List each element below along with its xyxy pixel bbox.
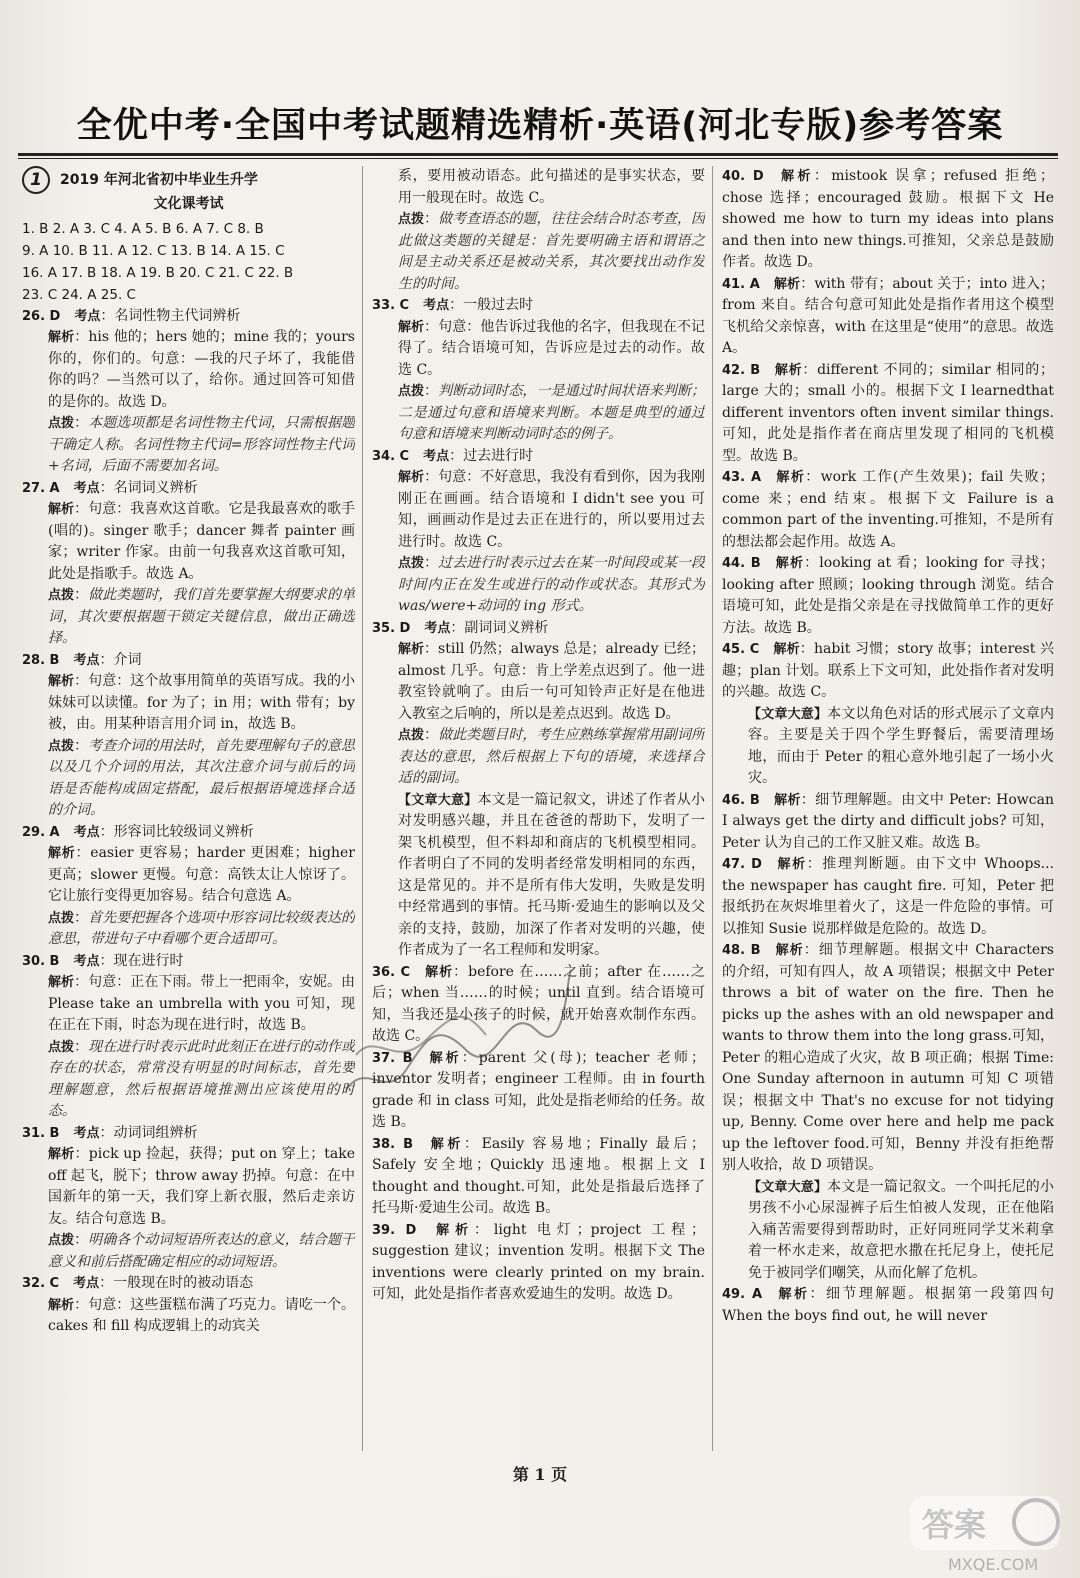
question-number: 48. B	[722, 943, 761, 958]
item-text: work 工作(产生效果)；fail 失败；come 来；end 结束。根据下文 Failure is a common part of the inventing.可推知，不是所有的想法都会起作用。故选 A。	[722, 469, 1054, 550]
item-label: 解析	[48, 674, 75, 689]
question-number: 34. C	[372, 448, 410, 464]
question-number: 43. A	[722, 470, 762, 485]
item-label: 解析	[773, 792, 801, 808]
item-text: 句意：这些蛋糕布满了巧克力。请吃一个。cakes 和 fill 构成逻辑上的动宾关	[48, 1296, 355, 1334]
page-title: 全优中考·全国中考试题精选精析·英语(河北专版)参考答案	[76, 106, 1004, 146]
title-rule-thin	[18, 158, 1058, 159]
answer-explanation-paragraph: 解析：easier 更容易；harder 更困难；higher 更高；slower 更慢。句意：高铁太让人惊讶了。它让旅行变得更加容易。结合句意选 A。	[48, 845, 355, 904]
column-2-items	[372, 166, 705, 1306]
item-label: 点拨	[48, 416, 75, 431]
answer-explanation-paragraph: 38. B 解析：Easily 容易地；Finally 最后；Safely 安全地；Quickly 迅速地。根据上文 I thought and thought.可知，此处是指最后选择了托马斯·爱迪生公司。故选 B。	[372, 1135, 705, 1216]
item-label: 解析	[773, 642, 800, 657]
item-label: 解析	[48, 330, 75, 345]
item-text: 过去进行时表示过去在某一时间段或某一段时间内正在发生或进行的动作或状态。其形式为 was/were+动词的 ing 形式。	[398, 555, 705, 614]
item-label: 解析	[776, 1287, 810, 1302]
item-text: 本题选项都是名词性物主代词，只需根据题干确定人称。名词性物主代词=形容词性物主代词+名词，后面不需要加名词。	[48, 415, 355, 474]
item-label: 点拨	[398, 212, 425, 227]
item-text: 副词词义辨析	[464, 619, 549, 636]
item-label: 点拨	[48, 588, 75, 603]
item-text: 句意：不好意思，我没有看到你，因为我刚刚正在画画。结合语境和 I didn't see you 可知，画画动作是过去正在进行的，所以要用过去进行时。故选 C。	[398, 469, 705, 550]
item-label: 考点	[73, 480, 100, 496]
question-number: 29. A	[22, 824, 60, 840]
item-label: 解析	[48, 502, 75, 517]
item-label: 考点	[73, 1276, 100, 1291]
answer-explanation-paragraph: 解析：句意：这些蛋糕布满了巧克力。请吃一个。cakes 和 fill 构成逻辑上的动宾关	[48, 1296, 355, 1334]
item-label: 解析	[774, 362, 803, 378]
answer-explanation-paragraph: 34. C 考点：过去进行时	[372, 447, 534, 464]
item-label: 解析	[424, 964, 454, 980]
item-label: 解析	[774, 556, 805, 571]
item-text: 句意：他告诉过我他的名字，但我现在不记得了。结合语境可知，告诉应是过去的动作。故选 C。	[398, 318, 705, 378]
item-text: 句意：我喜欢这首歌。它是我最喜欢的歌手(唱的)。singer 歌手；dancer 舞者 painter 画家；writer 作家。由前一句我喜欢这首歌可知，此处是指歌手。故选 A。	[48, 501, 355, 582]
section-header	[22, 166, 355, 194]
answer-explanation-paragraph: 39. D 解析：light 电灯；project 工程；suggestion 建议；invention 发明。根据下文 The inventions were clearly printed on my brain. 可知，此处是指作者喜欢爱迪生的发明。故选 D。	[372, 1221, 705, 1302]
item-text: Easily 容易地；Finally 最后；Safely 安全地；Quickly 迅速地。根据上文 I thought and thought.可知，此处是指最后选择了托马斯·爱迪生公司。故选 B。	[372, 1135, 705, 1216]
item-text: habit 习惯；story 故事；interest 兴趣；plan 计划。联系上下文可知，此处指作者对发明的兴趣。故选 C。	[722, 641, 1054, 700]
answer-key-row: 9. A 10. B 11. A 12. C 13. B 14. A 15. C	[22, 242, 285, 259]
answer-explanation-paragraph: 47. D 解析：推理判断题。由下文中 Whoops... the newspaper has caught fire. 可知，Peter 把报纸扔在灰烬堆里着火了，这是一件危险的事情。可以推知 Susie 说那样做是危险的。故选 D。	[722, 856, 1054, 937]
item-text: 现在进行时表示此时此刻正在进行的动作或存在的状态，常常没有明显的时间标志，首先要理解题意，然后根据语境推测出应该使用的时态。	[48, 1038, 355, 1119]
section-subtitle: 文化课考试	[153, 196, 224, 212]
answer-explanation-paragraph: 点拨：现在进行时表示此时此刻正在进行的动作或存在的状态，常常没有明显的时间标志，首先要理解题意，然后根据语境推测出应该使用的时态。	[48, 1038, 355, 1119]
item-label: 解析	[430, 1222, 474, 1238]
item-text: easier 更容易；harder 更困难；higher 更高；slower 更慢。句意：高铁太让人惊讶了。它让旅行变得更加容易。结合句意选 A。	[48, 845, 355, 904]
answer-explanation-paragraph: 解析：句意：不好意思，我没有看到你，因为我刚刚正在画画。结合语境和 I didn't see you 可知，画画动作是过去正在进行的，所以要用过去进行时。故选 C。	[398, 469, 705, 550]
item-text: with 带有；about 关于；into 进入；from 来自。结合句意可知此处是指作者用这个模型飞机给父亲惊喜，with 在这里是“使用”的意思。故选 A。	[722, 275, 1054, 356]
question-number: 39. D	[372, 1222, 417, 1238]
item-text: 推理判断题。由下文中 Whoops... the newspaper has caught fire. 可知，Peter 把报纸扔在灰烬堆里着火了，这是一件危险的事情。可以推知 Susie 说那样做是危险的。故选 D。	[722, 856, 1054, 937]
answer-explanation-paragraph	[372, 166, 705, 209]
answer-explanation-paragraph: 29. A 考点：形容词比较级词义辨析	[22, 823, 254, 840]
pen-scribble-mark	[336, 960, 576, 1110]
question-number: 44. B	[722, 556, 761, 571]
item-text: 本文以角色对话的形式展示了文章内容。主要是关于四个学生野餐后，需要清理场地，而由于 Peter 的粗心意外地引起了一场小火灾。	[748, 705, 1054, 786]
item-label: 解析	[398, 319, 425, 335]
item-label: 点拨	[48, 910, 75, 926]
section-title: 2019 年河北省初中毕业生升学	[60, 172, 258, 188]
item-text: 系，要用被动语态。此句描述的是事实状态，要用一般现在时。故选 C。	[398, 168, 705, 206]
item-label: 解析	[48, 846, 76, 861]
item-text: 名词性物主代词辨析	[114, 307, 241, 324]
item-text: light 电灯；project 工程；suggestion 建议；invention 发明。根据下文 The inventions were clearly printed on my brain. 可知，此处是指作者喜欢爱迪生的发明。故选 D。	[372, 1221, 705, 1302]
section-number-badge: 1	[22, 166, 50, 194]
answer-explanation-paragraph: 30. B 考点：现在进行时	[22, 952, 184, 969]
item-text: 做此类题目时，考生应熟练掌握常用副词所表达的意思，然后根据上下句的语境，来选择合适的副词。	[398, 727, 705, 786]
answer-explanation-paragraph: 解析：句意：正在下雨。带上一把雨伞，安妮。由 Please take an umbrella with you 可知，现在正在下雨，时态为现在进行时，故选 B。	[48, 974, 355, 1033]
question-number: 49. A	[722, 1287, 763, 1302]
column-1-items	[22, 306, 355, 1338]
question-number: 33. C	[372, 298, 410, 313]
item-label: 【文章大意】	[748, 706, 828, 722]
item-label: 解析	[777, 169, 814, 184]
question-number: 40. D	[722, 169, 764, 184]
answer-explanation-paragraph: 45. C 解析：habit 习惯；story 故事；interest 兴趣；plan 计划。联系上下文可知，此处指作者对发明的兴趣。故选 C。	[722, 641, 1054, 700]
answer-explanation-paragraph: 35. D 考点：副词词义辨析	[372, 619, 549, 636]
answer-explanation-paragraph: 点拨：过去进行时表示过去在某一时间段或某一段时间内正在发生或进行的动作或状态。其形式为 was/were+动词的 ing 形式。	[398, 555, 705, 614]
answer-explanation-paragraph	[372, 790, 705, 962]
item-label: 点拨	[398, 556, 425, 571]
question-number: 46. B	[722, 792, 760, 808]
answer-explanation-paragraph: 48. B 解析：细节理解题。根据文中 Characters 的介绍，可知有四人，故 A 项错误；根据文中 Peter throws a bit of water on the fire. Then he picks up the ashes with an old newspaper and wants to throw them into the long grass.可知，Peter 的粗心造成了火灾，故 B 项正确；根据 Time: One Sunday afternoon in autumn 可知 C 项错误；根据文中 That's no excuse for not tidying up, Benny. Come over here and help me pack up the leftover food.可知，Benny 并没有拒绝帮别人收拾，故 D 项错误。	[722, 942, 1054, 1173]
item-text: 细节理解题。由文中 Peter: Howcan I always get the dirty and difficult jobs? 可知，Peter 认为自己的工作又脏又难。故选 B。	[722, 791, 1054, 851]
item-text: 明确各个动词短语所表达的意义，结合题干意义和前后搭配确定相应的动词短语。	[48, 1232, 355, 1270]
answer-explanation-paragraph: 27. A 考点：名词词义辨析	[22, 479, 198, 496]
question-number: 41. A	[722, 276, 760, 292]
answer-explanation-paragraph: 32. C 考点：一般现在时的被动语态	[22, 1275, 254, 1291]
answer-explanation-paragraph: 解析：his 他的；hers 她的；mine 我的；yours 你的，你们的。句意：—我的尺子坏了，我能借你的吗？—当然可以了，给你。通过回答可知借的是你的。故选 D。	[48, 329, 355, 410]
item-label: 解析	[773, 276, 801, 292]
item-label: 考点	[423, 448, 450, 464]
answer-explanation-paragraph: 28. B 考点：介词	[22, 651, 142, 668]
item-text: 形容词比较级词义辨析	[113, 823, 254, 840]
question-number: 37. B	[372, 1050, 413, 1066]
item-label: 解析	[426, 1050, 462, 1066]
item-text: 过去进行时	[463, 447, 534, 464]
question-number: 45. C	[722, 642, 760, 657]
question-number: 28. B	[22, 652, 60, 668]
item-label: 【文章大意】	[398, 792, 478, 808]
item-text: 动词词组辨析	[113, 1124, 198, 1141]
column-3-items	[722, 166, 1054, 1327]
column-2	[372, 166, 705, 1456]
item-label: 解析	[48, 1297, 75, 1313]
answer-explanation-paragraph: 41. A 解析：with 带有；about 关于；into 进入；from 来自。结合句意可知此处是指作者用这个模型飞机给父亲惊喜，with 在这里是“使用”的意思。故选 A。	[722, 275, 1054, 356]
question-number: 36. C	[372, 964, 411, 980]
item-label: 考点	[423, 298, 450, 313]
item-text: 细节理解题。根据第一段第四句 When the boys find out, he will never	[722, 1286, 1054, 1324]
answer-explanation-paragraph: 26. D 考点：名词性物主代词辨析	[22, 307, 241, 324]
item-text: 考查介词的用法时，首先要理解句子的意思以及几个介词的用法，其次注意介词与前后的词语是否能构成固定搭配，最后根据语境选择合适的介词。	[48, 737, 355, 818]
item-text: 句意：这个故事用简单的英语写成。我的小妹妹可以读懂。for 为了；in 用；with 带有；by 被，由。用某种语言用介词 in，故选 B。	[48, 673, 355, 732]
item-text: pick up 捡起，获得；put on 穿上；take off 起飞，脱下；throw away 扔掉。句意：在中国新年的第一天，我们穿上新衣服，然后走亲访友。结合句意选 B。	[48, 1146, 355, 1227]
answer-explanation-paragraph: 解析：句意：这个故事用简单的英语写成。我的小妹妹可以读懂。for 为了；in 用；with 带有；by 被，由。用某种语言用介词 in，故选 B。	[48, 673, 355, 732]
answer-key-row: 1. B 2. A 3. C 4. A 5. B 6. A 7. C 8. B	[22, 220, 264, 237]
answer-key-row: 16. A 17. B 18. A 19. B 20. C 21. C 22. B	[22, 264, 294, 281]
item-label: 考点	[424, 620, 451, 636]
item-text: 一般过去时	[463, 297, 534, 313]
svg-text:答案: 答案	[922, 1506, 987, 1544]
item-label: 点拨	[398, 384, 425, 399]
item-text: before 在……之前；after 在……之后；when 当……的时候；until 直到。结合语境可知，当我还是小孩子的时候，就开始喜欢制作东西。故选 C。	[372, 963, 705, 1044]
question-number: 35. D	[372, 620, 411, 636]
page-number: 第 1 页	[512, 1465, 568, 1484]
title-rule	[18, 153, 1058, 156]
item-text: 做此类题时，我们首先要掌握大纲要求的单词，其次要根据题干锁定关键信息，做出正确选择。	[48, 587, 355, 646]
item-text: 细节理解题。根据文中 Characters 的介绍，可知有四人，故 A 项错误；根据文中 Peter throws a bit of water on the fire. Then he picks up the ashes with an old newspaper and wants to throw them into the long grass.可知，Peter 的粗心造成了火灾，故 B 项正确；根据 Time: One Sunday afternoon in autumn 可知 C 项错误；根据文中 That's no excuse for not tidying up, Benny. Come over here and help me pack up the leftover food.可知，Benny 并没有拒绝帮别人收拾，故 D 项错误。	[722, 942, 1054, 1173]
item-label: 考点	[74, 308, 101, 324]
answer-explanation-paragraph: 点拨：做考查语态的题，往往会结合时态考查，因此做这类题的关键是：首先要明确主语和谓语之间是主动关系还是被动关系，其次要找出动作发生的时间。	[398, 211, 705, 292]
answer-explanation-paragraph: 33. C 考点：一般过去时	[372, 297, 534, 313]
answer-explanation-paragraph: 解析：句意：我喜欢这首歌。它是我最喜欢的歌手(唱的)。singer 歌手；dancer 舞者 painter 画家；writer 作家。由前一句我喜欢这首歌可知，此处是指歌手。故选 A。	[48, 501, 355, 582]
item-text: still 仍然；always 总是；already 已经；almost 几乎。句意：肯上学差点迟到了。他一进教室铃就响了。由后一句可知铃声正好是在他进入教室之后响的，所以是差点迟到。故选 D。	[398, 641, 705, 722]
item-label: 解析	[48, 975, 75, 990]
item-text: 本文是一篇记叙文。一个叫托尼的小男孩不小心尿湿裤子后生怕被人发现，正在他陷入痛苦需要得到帮助时，正好同班同学艾米莉拿着一杯水走来，故意把水撒在托尼身上，使托尼免于被同学们嘲笑，从而化解了危机。	[748, 1178, 1054, 1281]
answer-explanation-paragraph: 42. B 解析：different 不同的；similar 相同的；large 大的；small 小的。根据下文 I learnedthat different inventors often invent similar things.可知，此处是指作者在商店里发现了相同的飞机模型。故选 B。	[722, 361, 1054, 464]
item-text: 句意：正在下雨。带上一把雨伞，安妮。由 Please take an umbrella with you 可知，现在正在下雨，时态为现在进行时，故选 B。	[48, 974, 355, 1033]
item-text: parent 父(母)；teacher 老师；inventor 发明者；engineer 工程师。由 in fourth grade 和 in class 可知，此处是指老师给的任务。故选 B。	[372, 1049, 705, 1130]
answer-key-row: 23. C 24. A 25. C	[22, 286, 136, 303]
item-label: 解析	[48, 1147, 75, 1162]
answer-explanation-paragraph: 36. C 解析：before 在……之前；after 在……之后；when 当……的时候；until 直到。结合语境可知，当我还是小孩子的时候，就开始喜欢制作东西。故选 C。	[372, 963, 705, 1044]
item-text: 名词词义辨析	[113, 479, 198, 496]
item-label: 解析	[774, 943, 804, 958]
item-label: 解析	[398, 642, 425, 657]
item-text: different 不同的；similar 相同的；large 大的；small 小的。根据下文 I learnedthat different inventors often invent similar things.可知，此处是指作者在商店里发现了相同的飞机模型。故选 B。	[722, 361, 1054, 464]
answer-explanation-paragraph	[722, 704, 1054, 790]
question-number: 26. D	[22, 308, 61, 324]
svg-text:MXQE.COM: MXQE.COM	[948, 1555, 1039, 1574]
question-number: 47. D	[722, 857, 762, 872]
answer-explanation-paragraph: 44. B 解析：looking at 看；looking for 寻找；looking after 照顾；looking through 浏览。结合语境可知，此处是指父亲是在寻找做简单工作的更好方法。故选 B。	[722, 555, 1054, 636]
question-number: 30. B	[22, 953, 60, 969]
column-divider	[712, 166, 713, 1451]
answer-explanation-paragraph: 解析：pick up 捡起，获得；put on 穿上；take off 起飞，脱下；throw away 扔掉。句意：在中国新年的第一天，我们穿上新衣服，然后走亲访友。结合句意选 B。	[48, 1146, 355, 1227]
answer-explanation-paragraph: 点拨：本题选项都是名词性物主代词，只需根据题干确定人称。名词性物主代词=形容词性物主代词+名词，后面不需要加名词。	[48, 415, 355, 474]
item-label: 点拨	[398, 728, 425, 743]
answer-explanation-paragraph: 46. B 解析：细节理解题。由文中 Peter: Howcan I always get the dirty and difficult jobs? 可知，Peter 认为自己的工作又脏又难。故选 B。	[722, 791, 1054, 851]
item-text: 一般现在时的被动语态	[113, 1275, 254, 1291]
item-label: 考点	[73, 652, 100, 668]
answer-explanation-paragraph: 点拨：判断动词时态，一是通过时间状语来判断；二是通过句意和语境来判断。本题是典型的通过句意和语境来判断动词时态的例子。	[398, 383, 705, 442]
item-label: 解析	[775, 857, 807, 872]
item-text: 做考查语态的题，往往会结合时态考查，因此做这类题的关键是：首先要明确主语和谓语之间是主动关系还是被动关系，其次要找出动作发生的时间。	[398, 211, 705, 292]
item-text: 本文是一篇记叙文，讲述了作者从小对发明感兴趣，并且在爸爸的帮助下，发明了一架飞机模型，但不料却和商店的飞机模型相同。作者明白了不同的发明者经常发明相同的东西，这是常见的。并不是所有伟大发明，失败是发明中经常遇到的事情。托马斯·爱迪生的影响以及父亲的支持，鼓励，加深了作者对发明的兴趣，使作者成为了一名工程师和发明家。	[398, 791, 705, 958]
question-number: 42. B	[722, 362, 761, 378]
item-text: mistook 误拿；refused 拒绝；chose 选择；encouraged 鼓励。根据下文 He showed me how to turn my ideas into plans and then into new things.可推知，父亲总是鼓励作者。故选 D。	[722, 168, 1054, 270]
answer-explanation-paragraph: 31. B 考点：动词词组辨析	[22, 1124, 198, 1141]
item-label: 点拨	[48, 1233, 75, 1248]
item-text: 介词	[113, 651, 142, 668]
site-watermark-logo	[906, 1492, 1066, 1576]
answer-explanation-paragraph: 40. D 解析：mistook 误拿；refused 拒绝；chose 选择；encouraged 鼓励。根据下文 He showed me how to turn my ideas into plans and then into new things.可推知，父亲总是鼓励作者。故选 D。	[722, 168, 1054, 270]
item-label: 点拨	[48, 1039, 75, 1055]
item-label: 解析	[398, 470, 425, 485]
column-3	[722, 166, 1054, 1456]
answer-explanation-paragraph: 37. B 解析：parent 父(母)；teacher 老师；inventor 发明者；engineer 工程师。由 in fourth grade 和 in class 可知，此处是指老师给的任务。故选 B。	[372, 1049, 705, 1130]
answer-explanation-paragraph: 点拨：做此类题时，我们首先要掌握大纲要求的单词，其次要根据题干锁定关键信息，做出正确选择。	[48, 587, 355, 646]
item-label: 考点	[73, 953, 100, 969]
item-text: looking at 看；looking for 寻找；looking after 照顾；looking through 浏览。结合语境可知，此处是指父亲是在寻找做简单工作的更好方法。故选 B。	[722, 555, 1054, 636]
item-label: 解析	[775, 470, 806, 485]
item-label: 【文章大意】	[748, 1179, 828, 1195]
answer-explanation-paragraph: 点拨：考查介词的用法时，首先要理解句子的意思以及几个介词的用法，其次注意介词与前后的词语是否能构成固定搭配，最后根据语境选择合适的介词。	[48, 737, 355, 818]
item-text: 现在进行时	[113, 952, 184, 969]
item-text: 判断动词时态，一是通过时间状语来判断；二是通过句意和语境来判断。本题是典型的通过句意和语境来判断动词时态的例子。	[398, 383, 705, 442]
item-label: 考点	[73, 1125, 100, 1141]
item-label: 解析	[427, 1136, 465, 1152]
item-label: 考点	[73, 824, 100, 840]
answer-explanation-paragraph: 点拨：做此类题目时，考生应熟练掌握常用副词所表达的意思，然后根据上下句的语境，来选择合适的副词。	[398, 727, 705, 786]
question-number: 32. C	[22, 1276, 60, 1291]
answer-explanation-paragraph: 49. A 解析：细节理解题。根据第一段第四句 When the boys find out, he will never	[722, 1286, 1054, 1324]
answer-explanation-paragraph: 点拨：首先要把握各个选项中形容词比较级表达的意思，带进句子中看哪个更合适即可。	[48, 909, 355, 947]
column-divider	[362, 166, 363, 1451]
item-text: 首先要把握各个选项中形容词比较级表达的意思，带进句子中看哪个更合适即可。	[48, 909, 355, 947]
answer-explanation-paragraph	[722, 1177, 1054, 1285]
item-text: his 他的；hers 她的；mine 我的；yours 你的，你们的。句意：—我的尺子坏了，我能借你的吗？—当然可以了，给你。通过回答可知借的是你的。故选 D。	[48, 329, 355, 410]
answer-explanation-paragraph: 解析：句意：他告诉过我他的名字，但我现在不记得了。结合语境可知，告诉应是过去的动作。故选 C。	[398, 318, 705, 378]
item-label: 点拨	[48, 738, 75, 754]
answer-explanation-paragraph: 点拨：明确各个动词短语所表达的意义，结合题干意义和前后搭配确定相应的动词短语。	[48, 1232, 355, 1270]
answer-explanation-paragraph: 解析：still 仍然；always 总是；already 已经；almost 几乎。句意：肯上学差点迟到了。他一进教室铃就响了。由后一句可知铃声正好是在他进入教室之后响的，所以是差点迟到。故选 D。	[398, 641, 705, 722]
column-1	[22, 166, 355, 1456]
answer-explanation-paragraph: 43. A 解析：work 工作(产生效果)；fail 失败；come 来；end 结束。根据下文 Failure is a common part of the inventing.可推知，不是所有的想法都会起作用。故选 A。	[722, 469, 1054, 550]
question-number: 31. B	[22, 1125, 60, 1141]
question-number: 27. A	[22, 480, 60, 496]
question-number: 38. B	[372, 1136, 414, 1152]
